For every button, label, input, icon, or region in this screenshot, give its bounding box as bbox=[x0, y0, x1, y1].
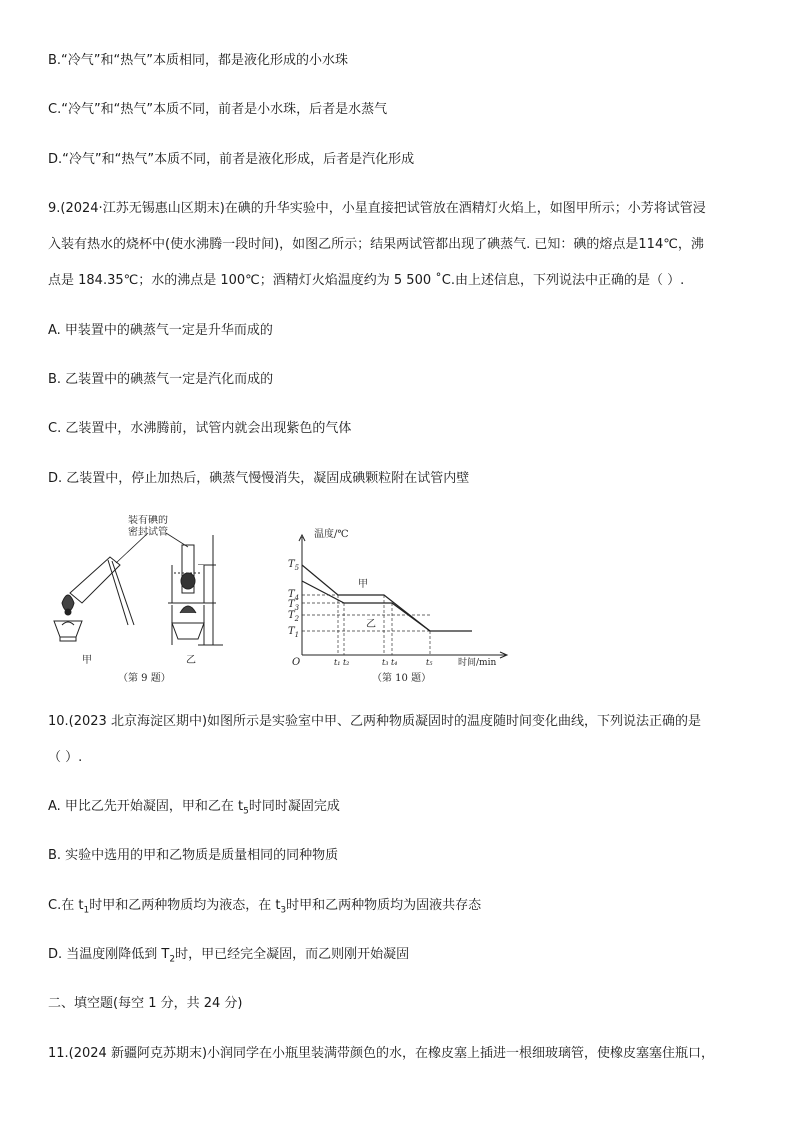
ytick-t4: $T_4$ bbox=[288, 589, 300, 602]
label-iodine-tube-1: 装有碘的 bbox=[128, 515, 168, 526]
q10-option-b: B. 实验中选用的甲和乙物质是质量相同的同种物质 bbox=[48, 848, 339, 863]
q9-stem-line-2: 入装有热水的烧杯中(使水沸腾一段时间)，如图乙所示；结果两试管都出现了碘蒸气. 已知：碘的熔点是114℃，沸 bbox=[48, 237, 704, 252]
xtick-t5: t₅ bbox=[426, 658, 433, 667]
graph-ylabel: 温度/℃ bbox=[314, 529, 349, 540]
curve-jia bbox=[302, 565, 472, 631]
xtick-t1-t2: t₁ t₂ bbox=[334, 658, 350, 667]
q8-option-b: B.“冷气”和“热气”本质相同，都是液化形成的小水珠 bbox=[48, 53, 348, 68]
label-jia: 甲 bbox=[82, 655, 92, 666]
setup-jia bbox=[54, 557, 134, 641]
q10-option-d: D. 当温度刚降低到 $T_2$时，甲已经完全凝固，而乙则刚开始凝固 bbox=[48, 947, 410, 965]
ytick-t1: $T_1$ bbox=[288, 626, 300, 639]
graph-origin: O bbox=[292, 657, 301, 668]
label-iodine-tube-2: 密封试管 bbox=[128, 527, 168, 538]
q9-option-d: D. 乙装置中，停止加热后，碘蒸气慢慢消失，凝固成碘颗粒附在试管内壁 bbox=[48, 471, 470, 486]
ytick-t5: $T_5$ bbox=[288, 559, 300, 572]
iodine-sublimation-apparatus bbox=[54, 533, 223, 645]
ytick-t3: $T_3$ bbox=[288, 599, 300, 612]
cooling-curve-graph bbox=[299, 535, 507, 658]
q9-stem-line-3: 点是 184.35℃；水的沸点是 100℃；酒精灯火焰温度约为 5 500 ˚C.由上述信息，下列说法中正确的是（ ）. bbox=[48, 273, 685, 288]
xtick-t3-t4: t₃ t₄ bbox=[382, 658, 398, 667]
section-heading-fill-blank: 二、填空题(每空 1 分，共 24 分) bbox=[48, 996, 243, 1011]
q9-option-a: A. 甲装置中的碘蒸气一定是升华而成的 bbox=[48, 323, 273, 338]
figure-q9-q10 bbox=[48, 515, 518, 690]
q8-option-c: C.“冷气”和“热气”本质不同，前者是小水珠，后者是水蒸气 bbox=[48, 102, 388, 117]
q8-option-d: D.“冷气”和“热气”本质不同，前者是液化形成，后者是汽化形成 bbox=[48, 152, 415, 167]
q10-option-c: C.在 $t_1$时甲和乙两种物质均为液态，在 $t_3$时甲和乙两种物质均为固液共存态 bbox=[48, 898, 482, 916]
q9-stem-line-1: 9.(2024·江苏无锡惠山区期末)在碘的升华实验中，小星直接把试管放在酒精灯火焰上，如图甲所示；小芳将试管浸 bbox=[48, 201, 706, 216]
series-label-jia: 甲 bbox=[358, 579, 368, 590]
label-yi: 乙 bbox=[186, 655, 196, 666]
q9-option-c: C. 乙装置中，水沸腾前，试管内就会出现紫色的气体 bbox=[48, 421, 352, 436]
series-label-yi: 乙 bbox=[366, 619, 376, 630]
ytick-t2: $T_2$ bbox=[288, 610, 300, 623]
q10-stem-line-2: （ ）. bbox=[48, 750, 83, 765]
caption-q10: （第 10 题） bbox=[372, 673, 432, 684]
q10-stem-line-1: 10.(2023 北京海淀区期中)如图所示是实验室中甲、乙两种物质凝固时的温度随时间变化曲线，下列说法正确的是 bbox=[48, 714, 702, 729]
setup-yi bbox=[168, 535, 223, 645]
caption-q9: （第 9 题） bbox=[118, 673, 171, 684]
q9-option-b: B. 乙装置中的碘蒸气一定是汽化而成的 bbox=[48, 372, 274, 387]
graph-xlabel: 时间/min bbox=[458, 658, 497, 668]
q11-stem-line-1: 11.(2024 新疆阿克苏期末)小润同学在小瓶里装满带颜色的水，在橡皮塞上插进一根细玻璃管，使橡皮塞塞住瓶口， bbox=[48, 1046, 715, 1061]
q10-option-a: A. 甲比乙先开始凝固，甲和乙在 $t_5$时同时凝固完成 bbox=[48, 799, 340, 817]
